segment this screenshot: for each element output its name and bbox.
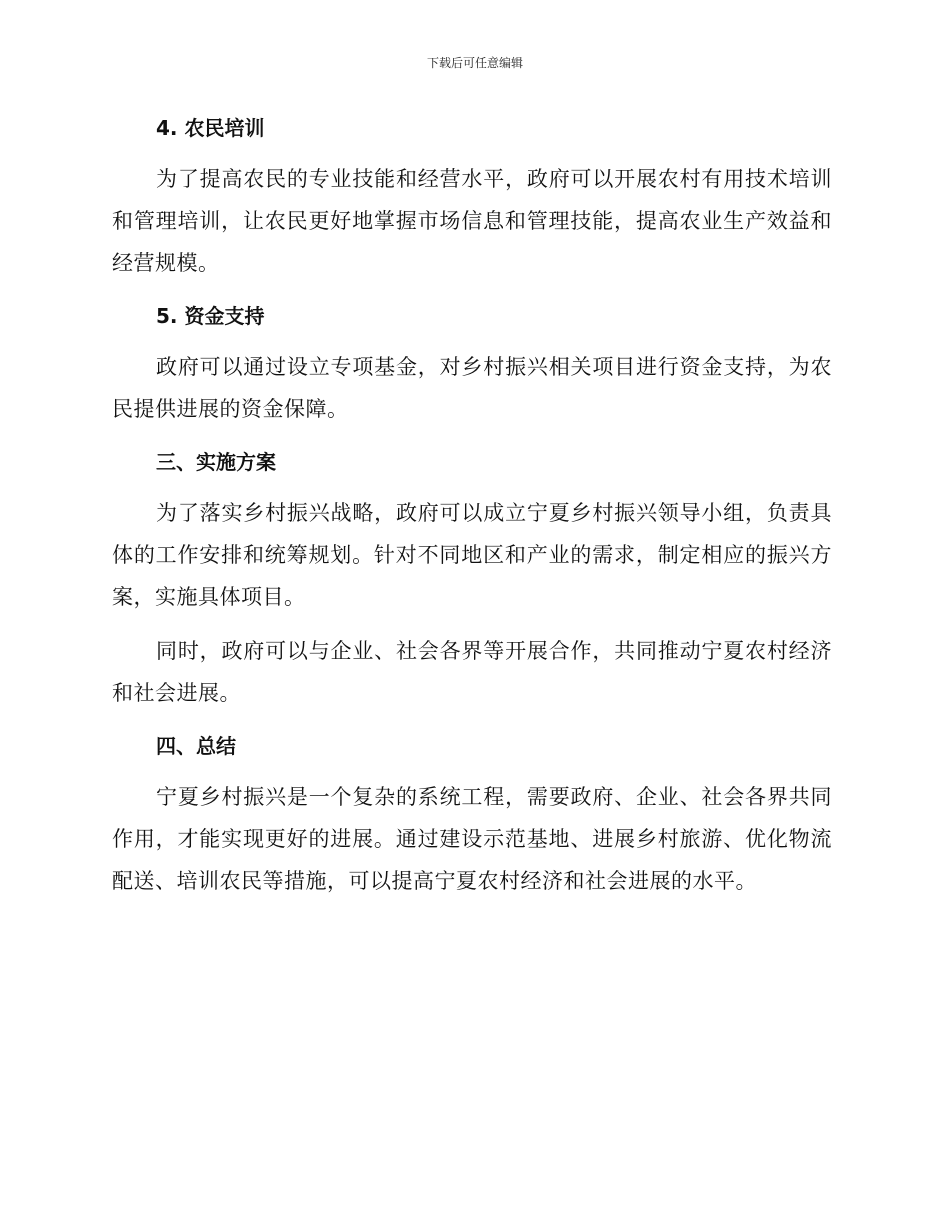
section-heading-farmer-training: 4. 农民培训 — [156, 116, 265, 140]
paragraph: 为了提高农民的专业技能和经营水平，政府可以开展农村有用技术培训和管理培训，让农民更好地掌握市场信息和管理技能，提高农业生产效益和经营规模。 — [112, 167, 832, 275]
document-body — [112, 108, 832, 914]
paragraph: 同时，政府可以与企业、社会各界等开展合作，共同推动宁夏农村经济和社会进展。 — [112, 639, 832, 705]
paragraph: 政府可以通过设立专项基金，对乡村振兴相关项目进行资金支持，为农民提供进展的资金保障。 — [112, 355, 832, 421]
paragraph: 宁夏乡村振兴是一个复杂的系统工程，需要政府、企业、社会各界共同作用，才能实现更好的进展。通过建设示范基地、进展乡村旅游、优化物流配送、培训农民等措施，可以提高宁夏农村经济和社会进展的水平。 — [112, 785, 832, 893]
page-header: 下载后可任意编辑 — [426, 56, 523, 70]
section-heading-implementation-plan: 三、实施方案 — [156, 450, 276, 474]
paragraph: 为了落实乡村振兴战略，政府可以成立宁夏乡村振兴领导小组，负责具体的工作安排和统筹规划。针对不同地区和产业的需求，制定相应的振兴方案，实施具体项目。 — [112, 501, 832, 609]
section-heading-summary: 四、总结 — [156, 734, 236, 758]
section-heading-funding-support: 5. 资金支持 — [156, 304, 265, 328]
